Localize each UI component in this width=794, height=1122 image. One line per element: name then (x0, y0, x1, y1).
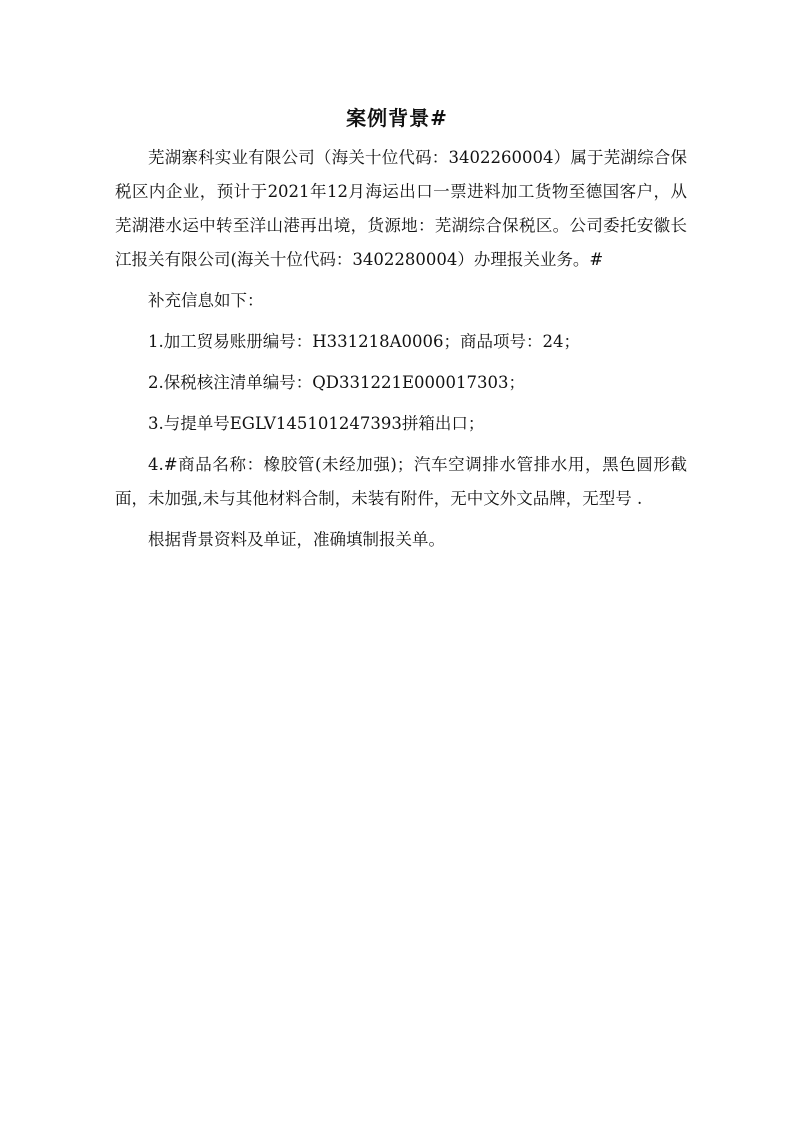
paragraph-spacer (115, 277, 687, 284)
info-item-1: 1.加工贸易账册编号：H331218A0006；商品项号：24； (148, 332, 581, 351)
supplementary-info-heading: 补充信息如下： (148, 291, 264, 310)
page-title: 案例背景# (346, 106, 448, 130)
case-background-paragraph: 芜湖寨科实业有限公司（海关十位代码：3402260004）属于芜湖综合保税区内企业，预计于2021年12月海运出口一票进料加工货物至德国客户，从芜湖港水运中转至洋山港再出境，货源地：芜湖综合保税区。公司委托安徽长江报关有限公司(海关十位代码：3402280004）办理报关业务。# (115, 148, 687, 269)
info-item-4: 4.#商品名称：橡胶管(未经加强)；汽车空调排水管排水用，黑色圆形截面，未加强,未与其他材料合制，未装有附件，无中文外文品牌，无型号 . (115, 455, 687, 508)
paragraph-spacer (115, 400, 687, 407)
paragraph-spacer (115, 318, 687, 325)
instruction-paragraph: 根据背景资料及单证，准确填制报关单。 (148, 530, 445, 549)
paragraph-spacer (115, 441, 687, 448)
info-item-3: 3.与提单号EGLV145101247393拼箱出口； (148, 414, 485, 433)
paragraph-spacer (115, 359, 687, 366)
paragraph-spacer (115, 516, 687, 523)
info-item-2: 2.保税核注清单编号：QD331221E000017303； (148, 373, 526, 392)
document-body (115, 141, 687, 557)
